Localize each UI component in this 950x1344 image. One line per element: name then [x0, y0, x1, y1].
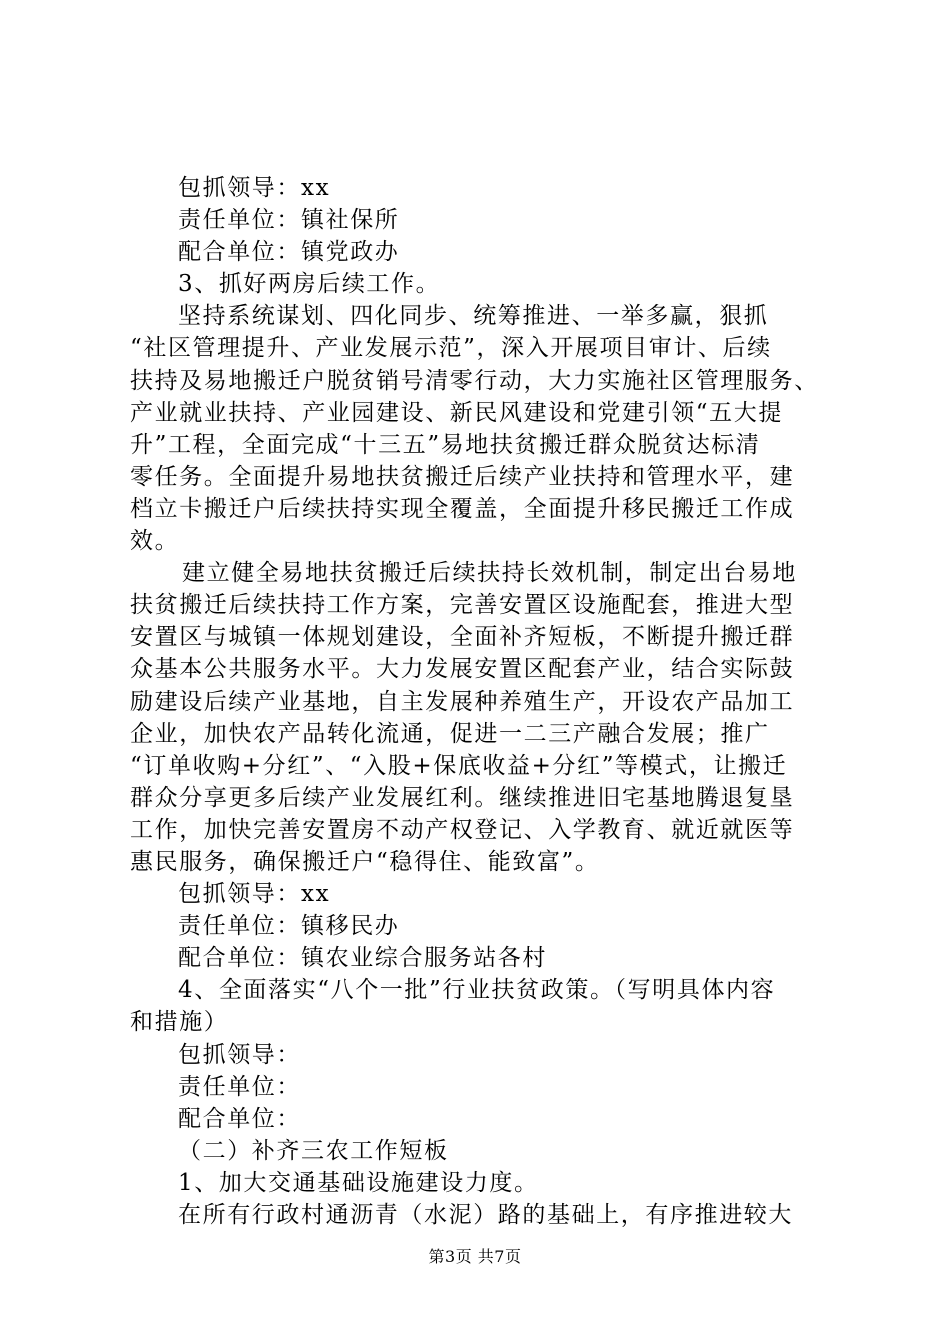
paragraph-line: “订单收购+分红”、“入股+保底收益+分红”等模式，让搬迁 — [130, 752, 788, 779]
text-line: 包抓领导：xx — [178, 881, 331, 908]
paragraph-line: 企业，加快农产品转化流通，促进一二三产融合发展；推广 — [130, 720, 770, 747]
paragraph-line: 建立健全易地扶贫搬迁后续扶持长效机制，制定出台易地 — [182, 560, 797, 587]
paragraph-line: 群众分享更多后续产业发展红利。继续推进旧宅基地腾退复垦 — [130, 784, 795, 811]
text-line: 责任单位： — [178, 1073, 301, 1100]
paragraph-line: 安置区与城镇一体规划建设，全面补齐短板，不断提升搬迁群 — [130, 624, 795, 651]
paragraph-line: 效。 — [130, 528, 180, 555]
section-heading: 3、抓好两房后续工作。 — [178, 271, 441, 298]
paragraph-line: 扶持及易地搬迁户脱贫销号清零行动，大力实施社区管理服务、 — [130, 367, 819, 394]
paragraph-line: 工作，加快完善安置房不动产权登记、入学教育、就近就医等 — [130, 816, 795, 843]
paragraph-line: 惠民服务，确保搬迁户“稳得住、能致富”。 — [130, 848, 600, 875]
text-line: 包抓领导：xx — [178, 175, 331, 201]
section-heading: （二）补齐三农工作短板 — [178, 1137, 449, 1164]
text-line: 配合单位：镇农业综合服务站各村 — [178, 945, 547, 972]
section-heading: 4、全面落实“八个一批”行业扶贫政策。（写明具体内容 — [178, 977, 776, 1004]
text-line: 配合单位：镇党政办 — [178, 239, 400, 266]
paragraph-line: 在所有行政村通沥青（水泥）路的基础上，有序推进较大 — [178, 1202, 793, 1228]
text-line: 配合单位： — [178, 1105, 301, 1132]
document-body — [130, 172, 830, 1231]
paragraph-line: 扶贫搬迁后续扶持工作方案，完善安置区设施配套，推进大型 — [130, 592, 795, 619]
paragraph-line: 档立卡搬迁户后续扶持实现全覆盖，全面提升移民搬迁工作成 — [130, 495, 795, 522]
section-heading: 1、加大交通基础设施建设力度。 — [178, 1169, 539, 1196]
paragraph-line: 产业就业扶持、产业园建设、新民风建设和党建引领“五大提 — [130, 399, 783, 426]
text-line: 包抓领导： — [178, 1041, 301, 1068]
text-line: 责任单位：镇移民办 — [178, 913, 400, 940]
paragraph-line: 零任务。全面提升易地扶贫搬迁后续产业扶持和管理水平，建 — [130, 463, 795, 490]
page-number-footer: 第3页 共7页 — [428, 1247, 522, 1266]
paragraph-line: 众基本公共服务水平。大力发展安置区配套产业，结合实际鼓 — [130, 656, 795, 683]
text-line: 责任单位：镇社保所 — [178, 207, 400, 234]
paragraph-line: 励建设后续产业基地，自主发展种养殖生产，开设农产品加工 — [130, 688, 795, 715]
paragraph-line: 升”工程，全面完成“十三五”易地扶贫搬迁群众脱贫达标清 — [130, 431, 761, 458]
paragraph-line: 坚持系统谋划、四化同步、统筹推进、一举多赢，狠抓 — [178, 303, 769, 330]
section-heading: 和措施） — [130, 1009, 229, 1036]
paragraph-line: “社区管理提升、产业发展示范”，深入开展项目审计、后续 — [130, 335, 772, 362]
